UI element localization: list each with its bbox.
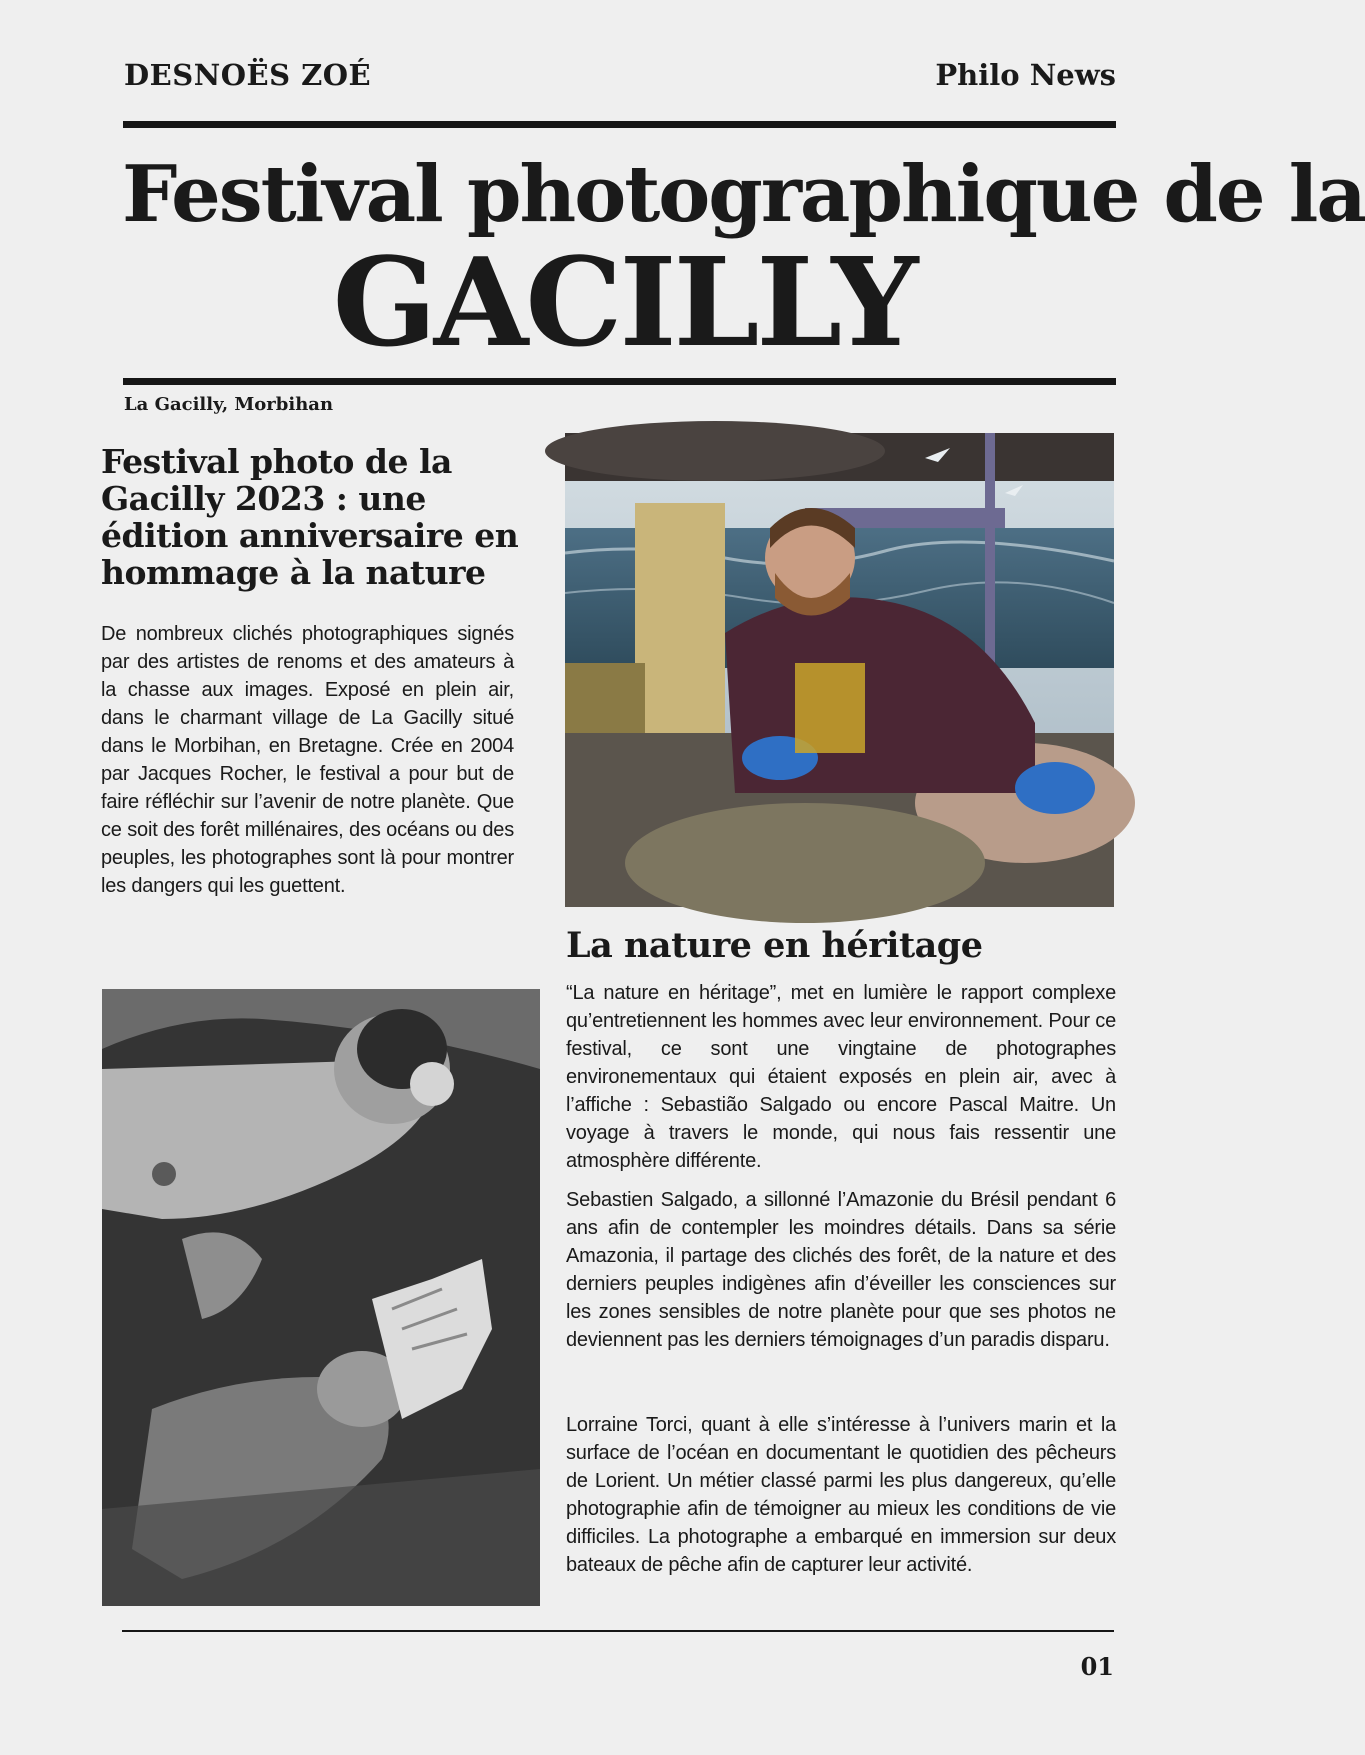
top-divider	[123, 121, 1116, 128]
headline-divider	[123, 378, 1116, 385]
amazonia-photo	[102, 989, 540, 1606]
right-article-paragraph-3: Lorraine Torci, quant à elle s’intéresse à l’univers marin et la surface de l’océan en documentant le quotidien des pêcheurs de Lorient. Un métier classé parmi les plus dangereux, qu’elle photographie afin de témoigner au mieux les conditions de vie difficiles. La photographe a embarqué en immersion sur deux bateaux de pêche afin de capturer leur activité.	[566, 1414, 1116, 1576]
right-article-paragraph-1: “La nature en héritage”, met en lumière le rapport complexe qu’entretiennent les hommes avec leur environnement. Pour ce festival, ce sont une vingtaine de photographes environementaux qui étaient exposés en plein air, avec à l’affiche : Sebastião Salgado ou encore Pascal Maitre. Un voyage à travers le monde, qui nous fais ressentir une atmosphère différente.	[566, 982, 1116, 1172]
left-article-body: De nombreux clichés photographiques signés par des artistes de renoms et des amateurs à la chasse aux images. Exposé en plein air, dans le charmant village de La Gacilly situé dans le Morbihan, en Bretagne. Crée en 2004 par Jacques Rocher, le festival a pour but de faire réfléchir sur l’avenir de notre planète. Que ce soit des forêt millénaires, des océans ou des peuples, les photographes sont là pour montrer les dangers qui les guettent.	[101, 623, 514, 897]
fisherman-photo	[565, 433, 1114, 907]
right-article-paragraph-2: Sebastien Salgado, a sillonné l’Amazonie du Brésil pendant 6 ans afin de contempler les moindres détails. Dans sa série Amazonia, il partage des clichés des forêt, de la nature et des derniers peuples indigènes afin d’éveiller les consciences sur les zones sensibles de notre planète pour que ses photos ne deviennent pas les derniers témoignages d’un paradis disparu.	[566, 1189, 1116, 1351]
left-article-title: Festival photo de la Gacilly 2023 : une édition anniversaire en hommage à la nature	[101, 442, 519, 592]
headline-line-2: GACILLY	[332, 230, 916, 374]
right-article-title: La nature en héritage	[566, 925, 983, 966]
dateline: La Gacilly, Morbihan	[124, 394, 334, 415]
publication-name: Philo News	[935, 58, 1116, 92]
headline-line-1: Festival photographique de la	[122, 149, 1365, 240]
author-name: DESNOËS ZOÉ	[124, 58, 372, 92]
footer-divider	[122, 1630, 1114, 1632]
page-number: 01	[1080, 1652, 1114, 1681]
